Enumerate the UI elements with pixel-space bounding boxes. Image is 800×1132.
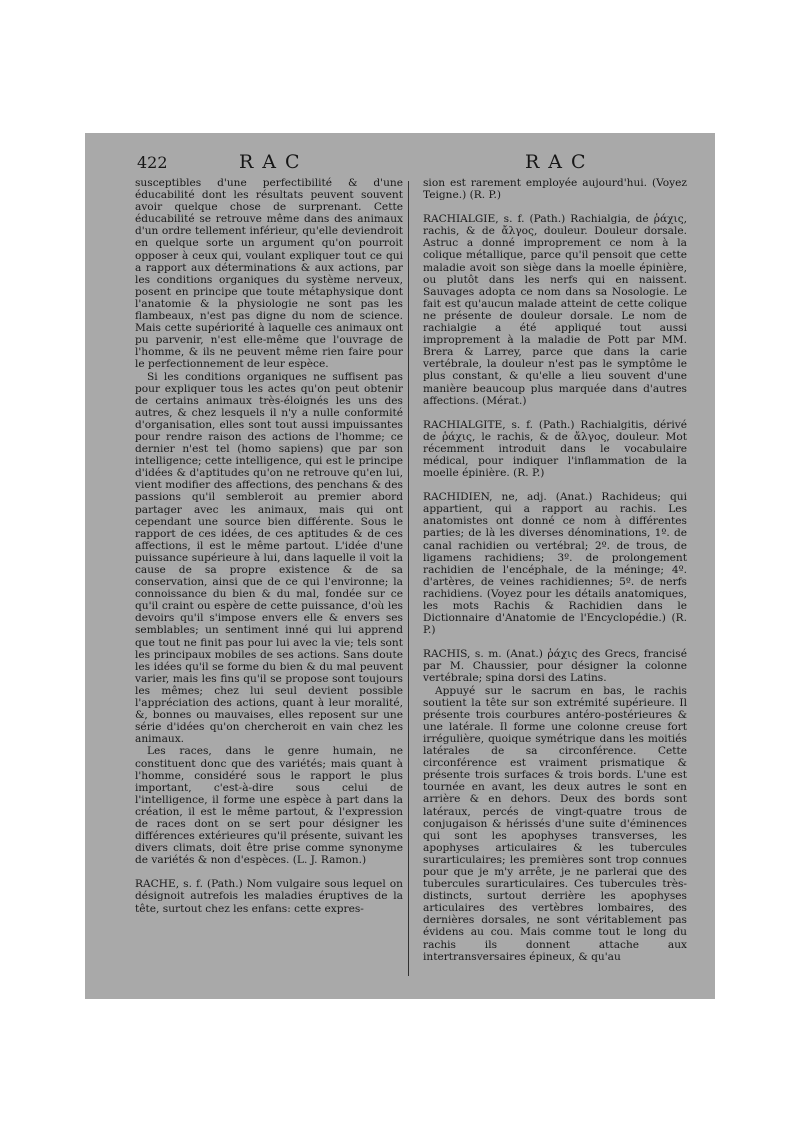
- paragraph: Si les conditions organiques ne suffisent pas pour expliquer tous les actes qu'on peut obtenir de certains animaux très-éloignés les uns des autres, & chez lesquels il n'y a nulle conformité d'organisation, elles sont tout aussi impuissantes pour rendre raison des actions de l'homme; ce dernier n'est tel (homo sapiens) que par son intelligence; cette intelligence, qui est le principe d'idées & d'aptitudes qu'on ne retrouve qu'en lui, vient modifier des affections, des penchans & des passions qu'il sembleroit au premier abord partager avec les animaux, mais qui ont cependant une source bien différente. Sous le rapport de ces idées, de ces aptitudes & de ces affections, il est le même partout. L'idée d'une puissance supérieure à lui, dans laquelle il voit la cause de sa propre existence & de sa conservation, ainsi que de ce qui l'environne; la connoissance du bien & du mal, fondée sur ce qu'il craint ou espère de cette puissance, d'où les devoirs qu'il s'impose envers elle & envers ses semblables; un sentiment inné qui lui apprend que tout ne finit pas pour lui avec la vie; tels sont les principaux mobiles de ses actions. Sans doute les idées qu'il se forme du bien & du mal peuvent varier, mais les fins qu'il se propose sont toujours les mêmes; chez lui seul devient possible l'appréciation des actions, quant à leur moralité, &, bonnes ou mauvaises, elles reposent sur une série d'idées qu'on chercheroit en vain chez les animaux.: [135, 370, 403, 746]
- left-running-head: RAC: [239, 151, 309, 173]
- scanned-page: [85, 133, 715, 999]
- dictionary-entry-rache: RACHE, s. f. (Path.) Nom vulgaire sous lequel on désignoit autrefois les maladies éruptives de la tête, surtout chez les enfans: cette expres-: [135, 878, 403, 915]
- left-column: [135, 177, 403, 915]
- dictionary-entry-rachialgie: RACHIALGIE, s. f. (Path.) Rachialgia, de ῥάχις, rachis, & de ἄλγος, douleur. Douleur dorsale. Astruc a donné improprement ce nom à la colique métallique, parce qu'il pensoit que cette maladie avoit son siège dans la moelle épinière, ou plutôt dans les nerfs qui en naissent. Sauvages adopta ce nom dans sa Nosologie. Le fait est qu'aucun malade atteint de cette colique ne présente de douleur dorsale. Le nom de rachialgie a été appliqué tout aussi improprement à la maladie de Pott par MM. Brera & Larrey, parce que dans la carie vertébrale, la douleur n'est pas le symptôme le plus constant, & qu'elle a lieu souvent d'une manière beaucoup plus marquée dans d'autres affections. (Mérat.): [423, 213, 687, 407]
- column-divider: [408, 181, 409, 976]
- dictionary-entry-rachis: RACHIS, s. m. (Anat.) ῥάχις des Grecs, francisé par M. Chaussier, pour désigner la colonne vertébrale; spina dorsi des Latins.: [423, 648, 687, 685]
- right-column: [423, 177, 687, 963]
- paragraph-continued: sion est rarement employée aujourd'hui. (Voyez Teigne.) (R. P.): [423, 177, 687, 202]
- paragraph-continued: susceptibles d'une perfectibilité & d'une éducabilité dont les résultats peuvent souvent avoir quelque chose de surprenant. Cette éducabilité se retrouve même dans des animaux d'un ordre tellement inférieur, qu'elle deviendroit en quelque sorte un argument qu'on pourroit opposer à ceux qui, voulant expliquer tout ce qui a rapport aux déterminations & aux actions, par les conditions organiques du système nerveux, posent en principe que toute métaphysique dont l'anatomie & la physiologie ne sont pas les flambeaux, n'est pas digne du nom de science. Mais cette supériorité à laquelle ces animaux ont pu parvenir, n'est elle-même que l'ouvrage de l'homme, & ils ne peuvent même rien faire pour le perfectionnement de leur espèce.: [135, 177, 403, 371]
- paragraph: Les races, dans le genre humain, ne constituent donc que des variétés; mais quant à l'homme, considéré sous le rapport le plus important, c'est-à-dire sous celui de l'intelligence, il forme une espèce à part dans la création, il est le même partout, & l'expression de races dont on se sert pour désigner les différences extérieures qu'il présente, suivant les divers climats, doit être prise comme synonyme de variétés & non d'espèces. (L. J. Ramon.): [135, 745, 403, 867]
- dictionary-entry-rachialgite: RACHIALGITE, s. f. (Path.) Rachialgitis, dérivé de ῥάχις, le rachis, & de ἄλγος, douleur. Mot récemment introduit dans le vocabulaire médical, pour indiquer l'inflammation de la moelle épinière. (R. P.): [423, 418, 687, 480]
- right-running-head: RAC: [525, 151, 595, 173]
- dictionary-entry-rachidien: RACHIDIEN, ne, adj. (Anat.) Rachideus; qui appartient, qui a rapport au rachis. Les anatomistes ont donné ce nom à différentes parties; de là les diverses dénominations, 1º. de canal rachidien ou vertébral; 2º. de trous, de ligamens rachidiens; 3º. de prolongement rachidien de l'encéphale, de la méninge; 4º. d'artères, de veines rachidiennes; 5º. de nerfs rachidiens. (Voyez pour les détails anatomiques, les mots Rachis & Rachidien dans le Dictionnaire d'Anatomie de l'Encyclopédie.) (R. P.): [423, 491, 687, 637]
- paragraph: Appuyé sur le sacrum en bas, le rachis soutient la tête sur son extrémité supérieure. Il présente trois courbures antéro-postérieures & une latérale. Il forme une colonne creuse fort irrégulière, quoique symétrique dans les moitiés latérales de sa circonférence. Cette circonférence est vraiment prismatique & présente trois surfaces & trois bords. L'une est tournée en avant, les deux autres le sont en arrière & en dehors. Deux des bords sont latéraux, percés de vingt-quatre trous de conjugaison & hérissés d'une suite d'éminences qui sont les apophyses transverses, les apophyses articulaires & les tubercules surarticulaires; les premières sont trop connues pour que je m'y arrête, je ne parlerai que des tubercules surarticulaires. Ces tubercules très-distincts, surtout derrière les apophyses articulaires des vertèbres lombaires, des dernières dorsales, ne sont véritablement pas évidens au cou. Mais comme tout le long du rachis ils donnent attache aux intertransversaires épineux, & qu'au: [423, 684, 687, 963]
- page-number: 422: [137, 153, 168, 172]
- running-header: [137, 151, 677, 177]
